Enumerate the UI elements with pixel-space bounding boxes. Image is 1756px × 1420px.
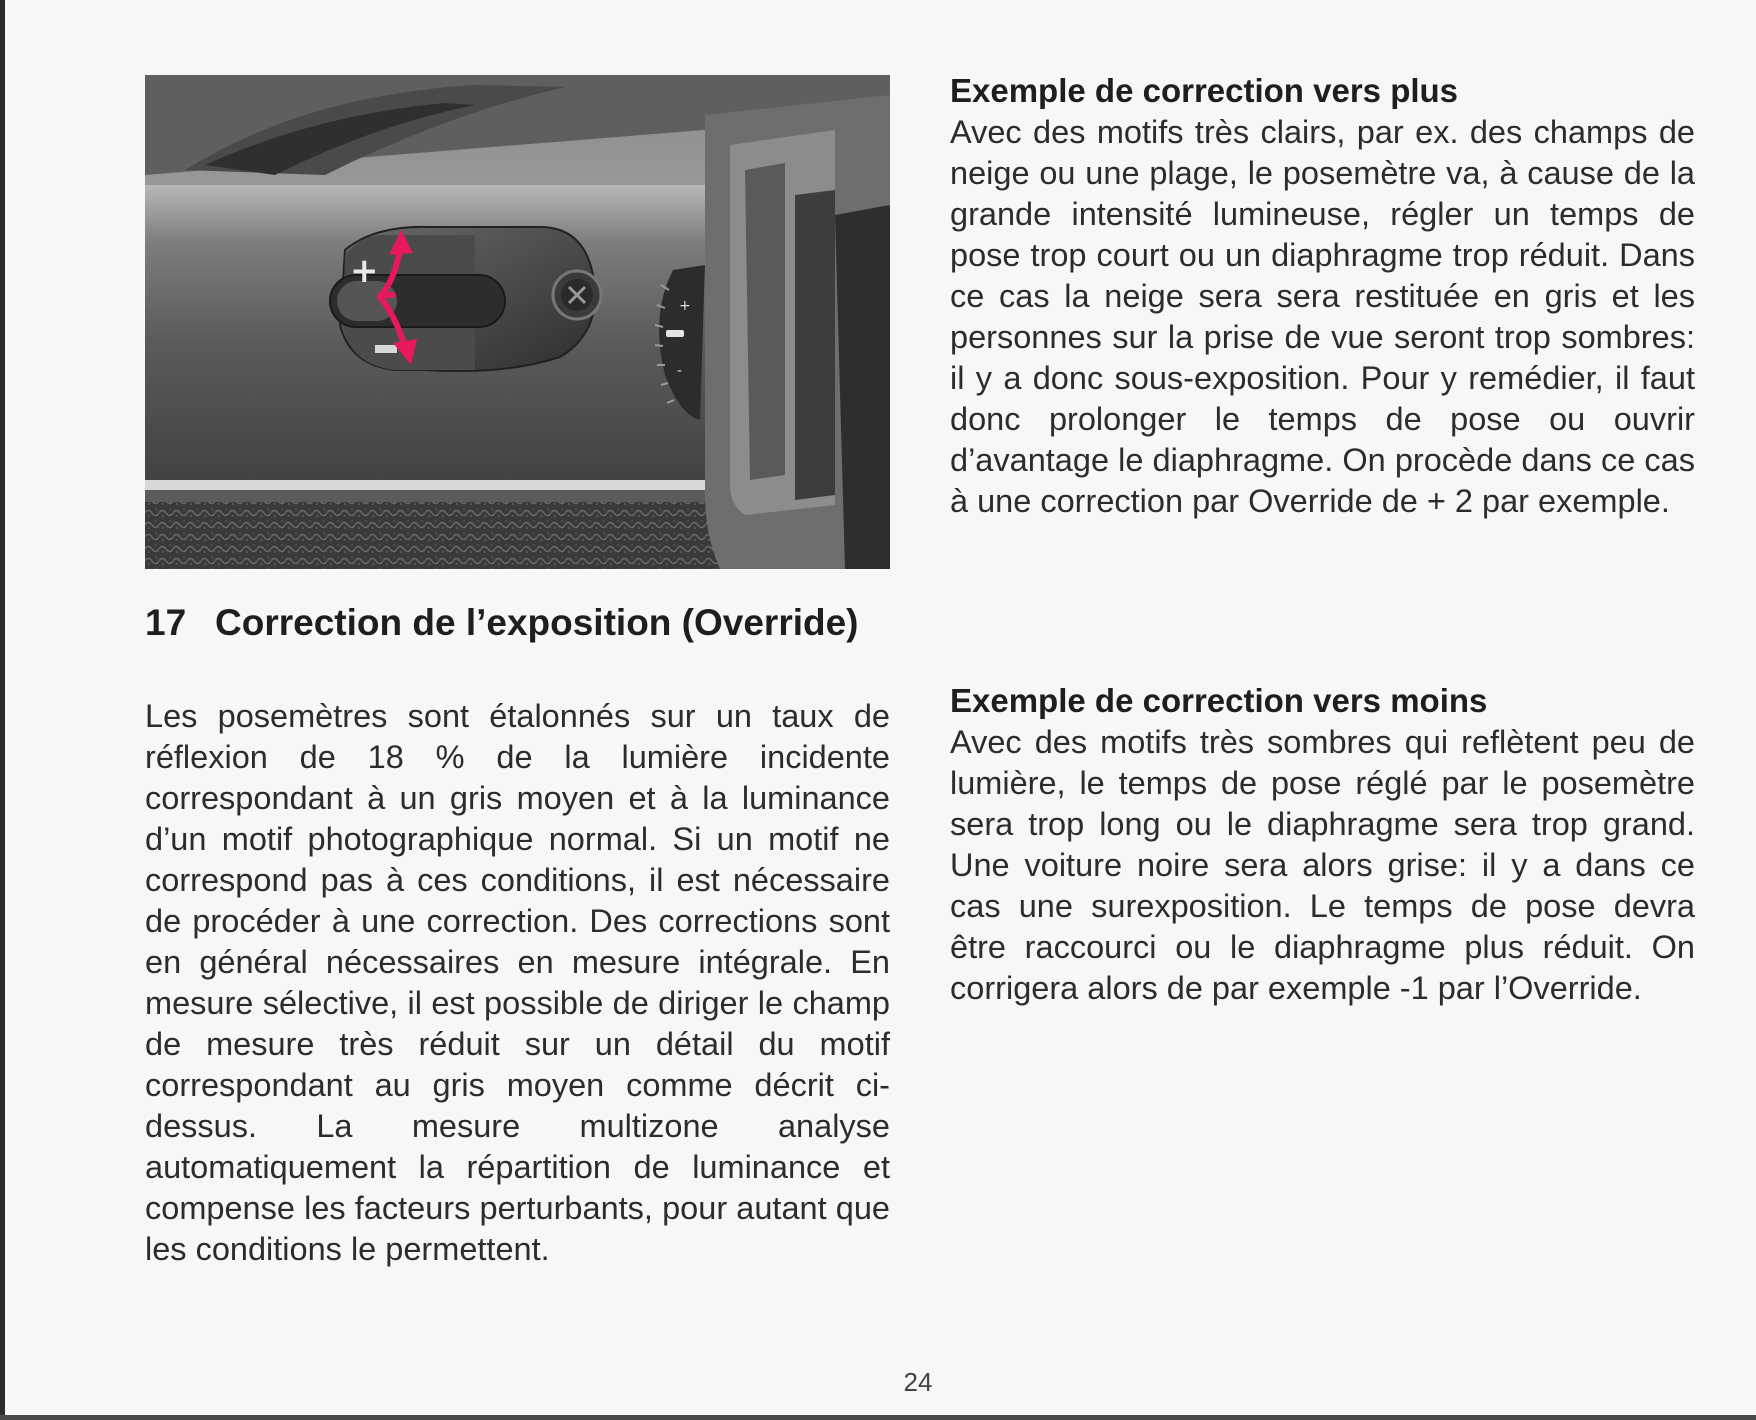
page-bottom-edge — [0, 1415, 1756, 1420]
example-plus-block — [950, 70, 1695, 522]
example-plus-title: Exemple de correction vers plus — [950, 72, 1459, 109]
page-binding-edge — [0, 0, 5, 1420]
section-number: 17 — [145, 602, 187, 643]
camera-photo — [145, 75, 890, 569]
example-plus-body: Avec des motifs très clairs, par ex. des champs de neige ou une plage, le posemètre va, à cause de la grande intensité lumineuse, régler un temps de pose trop court ou un diaphragme trop réduit. Dans ce cas la neige sera sera restituée en gris et les personnes sur la prise de vue seront trop sombres: il y a donc sous-exposition. Pour y remédier, il faut donc prolonger le temps de pose ou ouvrir d’avantage le diaphragme. On procède dans ce cas à une correction par Override de + 2 par exemple. — [950, 114, 1695, 519]
svg-text:-: - — [677, 363, 683, 379]
svg-text:+: + — [679, 298, 691, 314]
section-heading — [145, 600, 890, 646]
page-number: 24 — [903, 1367, 933, 1397]
example-minus-body: Avec des motifs très sombres qui reflètent peu de lumière, le temps de pose réglé par le posemètre sera trop long ou le diaphragme sera trop grand. Une voiture noire sera alors grise: il y a dans ce cas une surexposition. Le temps de pose devra être raccourci ou le diaphragme plus réduit. On corrigera alors de par exemple -1 par l’Override. — [950, 724, 1695, 1006]
example-minus-block — [950, 680, 1695, 1009]
section-title: Correction de l’exposition (Override) — [215, 602, 859, 643]
plus-mark-icon: + — [350, 251, 379, 291]
screw-icon — [553, 271, 601, 319]
section-body: Les posemètres sont étalonnés sur un taux de réflexion de 18 % de la lumière incidente correspondant à un gris moyen et à la luminance d’un motif photographique normal. Si un motif ne correspond pas à ces conditions, il est nécessaire de procéder à une correction. Des corrections sont en général nécessaires en mesure intégrale. En mesure sélective, il est possible de diriger le champ de mesure très réduit sur un détail du motif correspondant au gris moyen comme décrit ci-dessus. La mesure multizone analyse automatiquement la répartition de luminance et compense les facteurs perturbants, pour autant que les conditions le permettent. — [145, 698, 890, 1267]
override-lever-icon — [330, 227, 601, 371]
minus-mark-icon — [375, 345, 397, 353]
example-minus-title: Exemple de correction vers moins — [950, 682, 1488, 719]
